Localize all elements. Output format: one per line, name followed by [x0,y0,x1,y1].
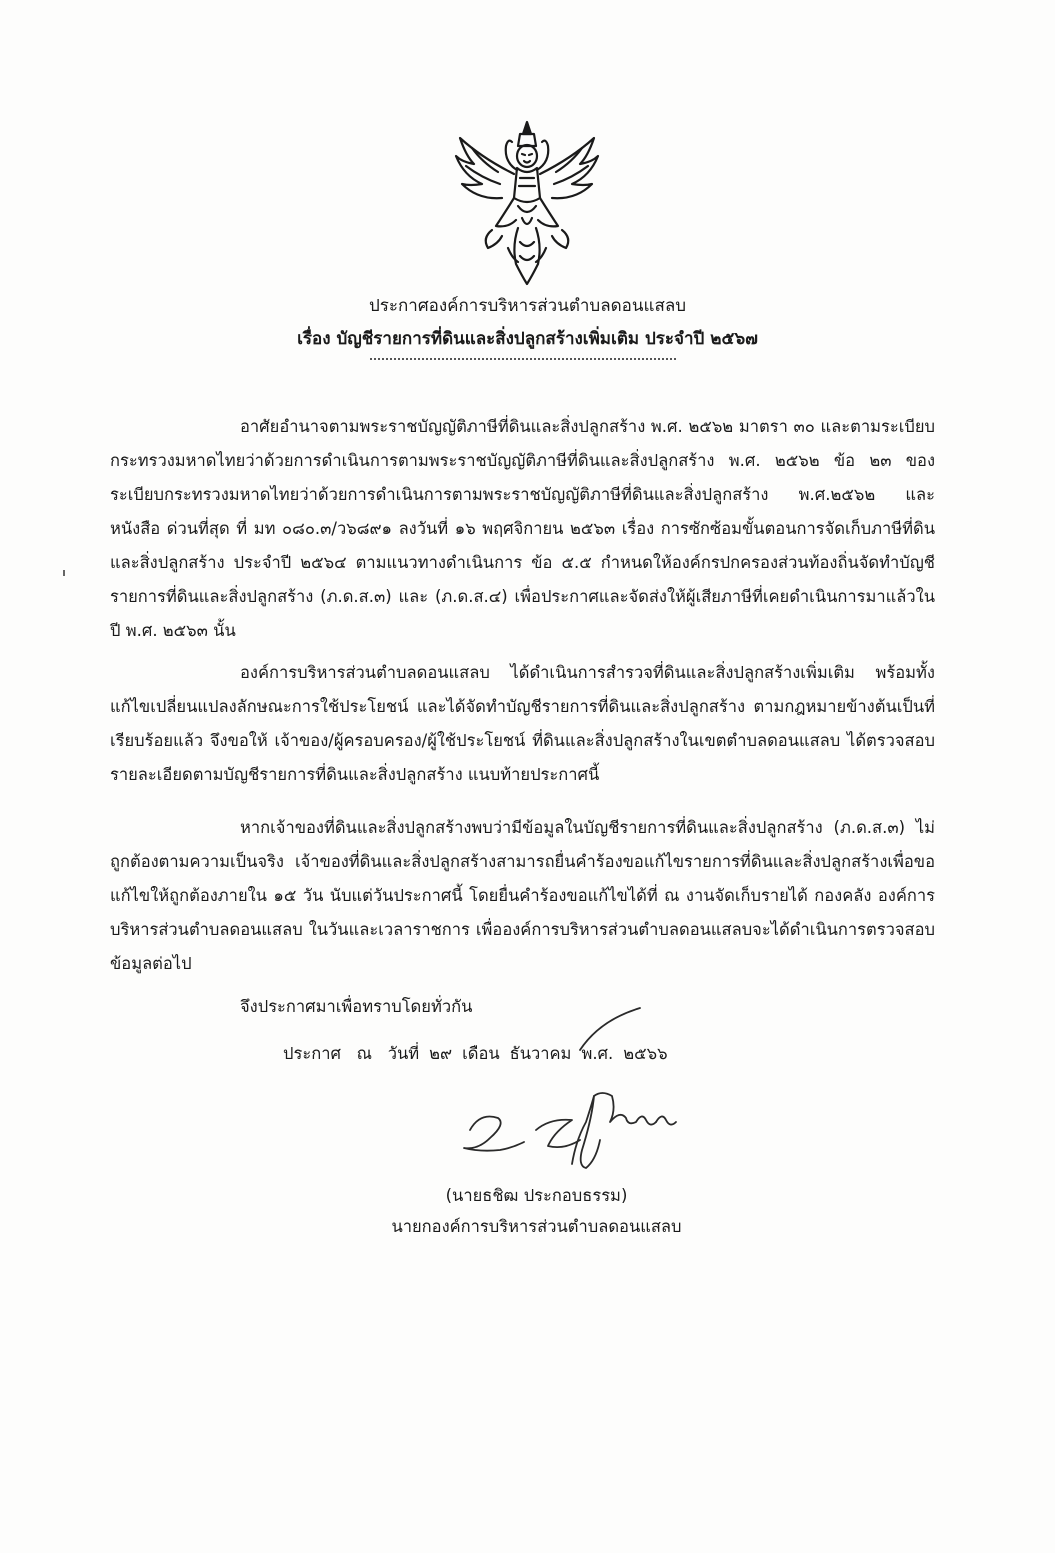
body-paragraph-3: หากเจ้าของที่ดินและสิ่งปลูกสร้างพบว่ามีข้อมูลในบัญชีรายการที่ดินและสิ่งปลูกสร้าง (ภ.ด.ส.๓) ไม่ถูกต้องตามความเป็นจริง เจ้าของที่ดินและสิ่งปลูกสร้างสามารถยื่นคำร้องขอแก้ไขรายการที่ดินและสิ่งปลูกสร้างเพื่อขอแก้ไขให้ถูกต้องภายใน ๑๕ วัน นับแต่วันประกาศนี้ โดยยื่นคำร้องขอแก้ไขได้ที่ ณ งานจัดเก็บรายได้ กองคลัง องค์การบริหารส่วนตำบลดอนแสลบ ในวันและเวลาราชการ เพื่อองค์การบริหารส่วนตำบลดอนแสลบจะได้ดำเนินการตรวจสอบข้อมูลต่อไป [110,818,935,973]
signer-title: นายกองค์การบริหารส่วนตำบลดอนแสลบ [391,1217,682,1236]
closing-statement: จึงประกาศมาเพื่อทราบโดยทั่วกัน [240,997,473,1016]
announcement-subject: เรื่อง บัญชีรายการที่ดินและสิ่งปลูกสร้างเพิ่มเติม ประจำปี ๒๕๖๗ [297,329,758,349]
announcement-title: ประกาศองค์การบริหารส่วนตำบลดอนแสลบ [368,296,687,316]
scan-speck [63,570,65,576]
garuda-emblem-icon [452,118,602,286]
dotted-divider [370,358,676,360]
date-year: ๒๕๖๖ [623,1044,668,1063]
date-day: ๒๙ [429,1044,453,1063]
handwritten-signature [440,1000,740,1190]
body-paragraph-2: องค์การบริหารส่วนตำบลดอนแสลบ ได้ดำเนินการสำรวจที่ดินและสิ่งปลูกสร้างเพิ่มเติม พร้อมทั้งแก้ไขเปลี่ยนแปลงลักษณะการใช้ประโยชน์ และได้จัดทำบัญชีรายการที่ดินและสิ่งปลูกสร้าง ตามกฎหมายข้างต้นเป็นที่เรียบร้อยแล้ว จึงขอให้ เจ้าของ/ผู้ครอบครอง/ผู้ใช้ประโยชน์ ที่ดินและสิ่งปลูกสร้างในเขตตำบลดอนแสลบ ได้ตรวจสอบรายละเอียดตามบัญชีรายการที่ดินและสิ่งปลูกสร้าง แนบท้ายประกาศนี้ [110,663,935,784]
date-prefix: ประกาศ ณ วันที่ [283,1044,420,1063]
signer-name: (นายธชิฒ ประกอบธรรม) [445,1186,628,1205]
date-month-label: เดือน [462,1044,500,1063]
body-paragraph-1: อาศัยอำนาจตามพระราชบัญญัติภาษีที่ดินและสิ่งปลูกสร้าง พ.ศ. ๒๕๖๒ มาตรา ๓๐ และตามระเบียบกระทรวงมหาดไทยว่าด้วยการดำเนินการตามพระราชบัญญัติภาษีที่ดินและสิ่งปลูกสร้าง พ.ศ. ๒๕๖๒ ข้อ ๒๓ ของระเบียบกระทรวงมหาดไทยว่าด้วยการดำเนินการตามพระราชบัญญัติภาษีที่ดินและสิ่งปลูกสร้าง พ.ศ.๒๕๖๒ และหนังสือ ด่วนที่สุด ที่ มท ๐๘๐.๓/ว๖๘๙๑ ลงวันที่ ๑๖ พฤศจิกายน ๒๕๖๓ เรื่อง การซักซ้อมขั้นตอนการจัดเก็บภาษีที่ดินและสิ่งปลูกสร้าง ประจำปี ๒๕๖๔ ตามแนวทางดำเนินการ ข้อ ๕.๕ กำหนดให้องค์กรปกครองส่วนท้องถิ่นจัดทำบัญชีรายการที่ดินและสิ่งปลูกสร้าง (ภ.ด.ส.๓) และ (ภ.ด.ส.๔) เพื่อประกาศและจัดส่งให้ผู้เสียภาษีที่เคยดำเนินการมาแล้วในปี พ.ศ. ๒๕๖๓ นั้น [110,417,935,640]
date-month: ธันวาคม [509,1044,572,1063]
date-year-label: พ.ศ. [581,1044,614,1063]
